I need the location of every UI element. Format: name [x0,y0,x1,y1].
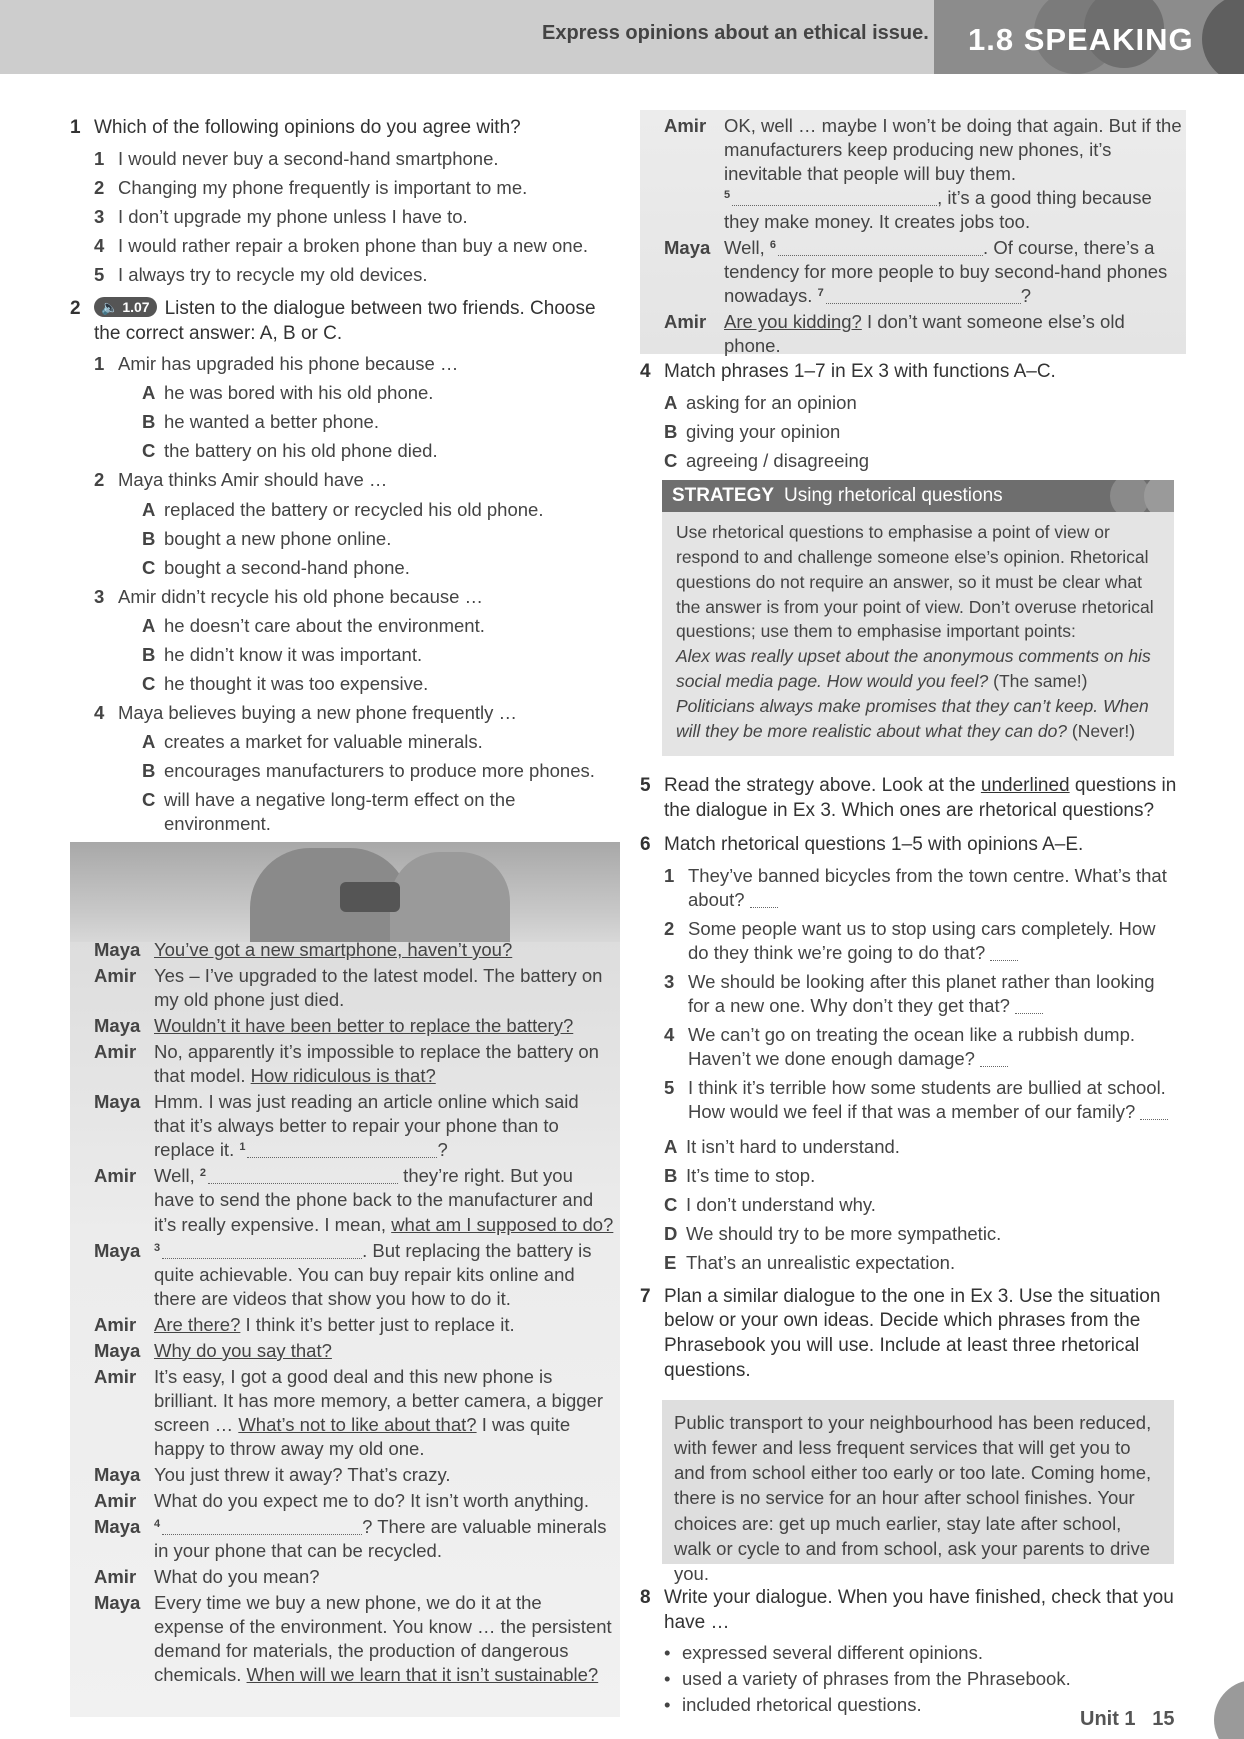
dialogue-line: Maya Hmm. I was just reading an article online which said that it’s always better to repair your phone than to replace it. $^1$ ? [94,1091,579,1161]
option: D We should try to be more sympathetic. [664,1222,1002,1244]
answer-gap[interactable] [980,1051,1008,1067]
dialogue-line: Maya You’ve got a new smartphone, haven’t you? [94,939,513,960]
dialogue-line: Amir It’s easy, I got a good deal and this new phone is brilliant. It has more memory, a better camera, a bigger screen … What’s not to like about that? I was quite happy to throw away my old one. [94,1365,603,1459]
page-number: 15 [1152,1708,1175,1730]
exercise-6-opinions [640,1135,1180,1275]
section-title: 1.8 SPEAKING [968,22,1194,57]
checklist-item: • used a variety of phrases from the Phrasebook. [664,1668,1071,1690]
corner-decoration [1214,1680,1244,1739]
option: C I don’t understand why. [664,1193,876,1215]
answer-gap-2[interactable] [208,1168,398,1184]
audio-track-badge[interactable]: 🔈 1.07 [94,297,157,317]
option: B bought a new phone online. [142,527,392,549]
situation-box: Public transport to your neighbourhood has been reduced, with fewer and less frequent services that will get you to and from school either too early or too late. Coming home, there is no service for an hour after school finishes. Your choices are: get up much earlier, stay late after school, walk or cycle to and from school, ask your parents to drive you. [662,1400,1174,1564]
list-item: 5 I always try to recycle my old devices. [94,263,428,285]
option: E That’s an unrealistic expectation. [664,1251,956,1273]
dialogue-line: Amir What do you mean? [94,1566,320,1588]
answer-gap-5[interactable] [732,190,937,206]
question: 1 Amir has upgraded his phone because … [94,353,459,375]
option: A It isn’t hard to understand. [664,1135,900,1157]
question: 3 Amir didn’t recycle his old phone because … [94,585,484,607]
strategy-header: STRATEGY Using rhetorical questions [662,480,1174,512]
option: B encourages manufacturers to produce more phones. [142,759,595,781]
option: B giving your opinion [664,420,841,442]
answer-gap[interactable] [750,892,778,908]
option: A replaced the battery or recycled his old phone. [142,498,544,520]
option: C the battery on his old phone died. [142,440,438,462]
dialogue-line: Amir Are there? I think it’s better just to replace it. [94,1313,515,1335]
option: A creates a market for valuable minerals. [142,730,483,752]
dialogue-line: Maya Well, $^6$ . Of course, there’s a tendency for more people to buy second-hand phones nowadays. $^7$ ? [664,237,1168,307]
option: B It’s time to stop. [664,1164,816,1186]
answer-gap[interactable] [990,945,1018,961]
dialogue-line: Amir Yes – I’ve upgraded to the latest model. The battery on my old phone just died. [94,965,603,1011]
option: A he doesn’t care about the environment. [142,614,485,636]
list-item: 5 I think it’s terrible how some students are bullied at school. How would we feel if that was a member of our family? [664,1076,1180,1124]
dialogue-line: Amir Are you kidding? I don’t want someone else’s old phone. [664,311,1125,357]
option: B he wanted a better phone. [142,411,379,433]
dialogue-continuation [640,110,1186,357]
dialogue-line: Maya Every time we buy a new phone, we do it at the expense of the environment. You know … the persistent demand for materials, the production of dangerous chemicals. When will we learn that it isn’t sustainable? [94,1592,612,1686]
exercise-2: 2 🔈 1.07 Listen to the dialogue between two friends. Choose the correct answer: A, B or C. [70,297,596,344]
dialogue-line: Maya $^4$ ? There are valuable minerals in your phone that can be recycled. [94,1516,607,1562]
list-item: 2 Some people want us to stop using cars completely. How do they think we’re going to do that? [664,918,1156,964]
question: 4 Maya believes buying a new phone frequently … [94,701,518,723]
exercise-1: 1 Which of the following opinions do you agree with? [70,116,610,141]
checklist-item: • included rhetorical questions. [664,1694,922,1716]
answer-gap-7[interactable] [826,288,1021,304]
answer-gap-3[interactable] [162,1243,362,1259]
list-item: 1 They’ve banned bicycles from the town centre. What’s that about? [664,865,1167,911]
exercise-6-questions [640,864,1180,1124]
option: A asking for an opinion [664,391,857,413]
page-footer: Unit 1 15 [1080,1708,1175,1730]
option: C agreeing / disagreeing [664,449,870,471]
strategy-box [662,480,1174,756]
list-item: 3 We should be looking after this planet rather than looking for a new one. Why don’t they get that? [664,971,1155,1017]
exercise-5: 5 Read the strategy above. Look at the underlined questions in the dialogue in Ex 3. Which ones are rhetorical questions? [640,775,1177,821]
section-tab [934,0,1244,74]
list-item: 3 I don’t upgrade my phone unless I have to. [94,205,468,227]
checklist-item: • expressed several different opinions. [664,1642,983,1664]
answer-gap-1[interactable] [247,1142,437,1158]
exercise-6: 6 Match rhetorical questions 1–5 with opinions A–E. [640,834,1084,856]
exercises-5-6 [640,774,1180,1390]
lesson-objective: Express opinions about an ethical issue. [542,22,929,44]
list-item: 2 Changing my phone frequently is important to me. [94,176,528,198]
dialogue-line: Maya You just threw it away? That’s crazy. [94,1463,451,1485]
exercise-2-questions [70,352,610,836]
list-item: 1 I would never buy a second-hand smartphone. [94,147,499,169]
answer-gap[interactable] [1015,998,1043,1014]
question: 2 Maya thinks Amir should have … [94,469,388,491]
exercise-1-list [70,147,610,287]
exercise-4-block [640,360,1180,478]
dialogue-line: Amir What do you expect me to do? It isn’t worth anything. [94,1490,589,1512]
exercise-4: 4 Match phrases 1–7 in Ex 3 with functions A–C. [640,360,1180,385]
dialogue-line: Amir No, apparently it’s impossible to replace the battery on that model. How ridiculous is that? [94,1041,599,1087]
left-column [70,116,610,877]
exercise-7: 7 Plan a similar dialogue to the one in Ex 3. Use the situation below or your own ideas. Decide which phrases from the Phrasebook you will use. Include at least three rhetorical questions. [640,1285,1161,1381]
exercise-2-prompt: Listen to the dialogue between two friends. Choose the correct answer: A, B or C. [94,297,596,344]
option: B he didn’t know it was important. [142,643,423,665]
list-item: 4 I would rather repair a broken phone than buy a new one. [94,234,589,256]
option: A he was bored with his old phone. [142,382,434,404]
option: C bought a second-hand phone. [142,556,410,578]
dialogue-line: Maya $^3$ . But replacing the battery is quite achievable. You can buy repair kits online and there are videos that show you how to do it. [94,1239,592,1309]
option: C he thought it was too expensive. [142,672,429,694]
option: C will have a negative long-term effect on the environment. [142,789,516,835]
answer-gap-4[interactable] [162,1519,362,1535]
dialogue-line: Amir OK, well … maybe I won’t be doing that again. But if the manufacturers keep producing new phones, it’s inevitable that people will buy them. $^5$ , it’s a good thing because they make money. It creates jobs too. [664,115,1182,233]
photo-two-friends-with-phone [70,842,620,942]
dialogue-line: Maya Wouldn’t it have been better to replace the battery? [94,1015,574,1037]
dialogue-box [70,842,620,1717]
exercise-8: 8 Write your dialogue. When you have finished, check that you have … [640,1587,1174,1633]
exercise-1-prompt: Which of the following opinions do you agree with? [94,117,521,138]
answer-gap[interactable] [1140,1104,1168,1120]
dialogue-line: Maya Why do you say that? [94,1339,332,1361]
dialogue-line: Amir Well, $^2$ they’re right. But you have to send the phone back to the manufacturer and it’s really expensive. I mean, what am I supposed to do? [94,1165,614,1235]
list-item: 4 We can’t go on treating the ocean like a rubbish dump. Haven’t we done enough damage? [664,1024,1136,1070]
strategy-body: Use rhetorical questions to emphasise a point of view or respond to and challenge someone else’s opinion. Rhetorical questions do not require an answer, so it must be clear what the answer is from your point of view. Don’t overuse rhetorical questions; use them to emphasise important points: Alex was really upset about the anonymous comments on his social media page. How would you feel? (The same!) Politicians always make promises that they can’t keep. When will they be more realistic about what they can do? (Never!) [676,522,1154,741]
page-header [0,0,1244,74]
dialogue-lines [94,938,614,1689]
exercise-8-block [640,1586,1180,1720]
answer-gap-6[interactable] [778,240,983,256]
exercise-4-prompt: Match phrases 1–7 in Ex 3 with functions A–C. [664,361,1056,382]
